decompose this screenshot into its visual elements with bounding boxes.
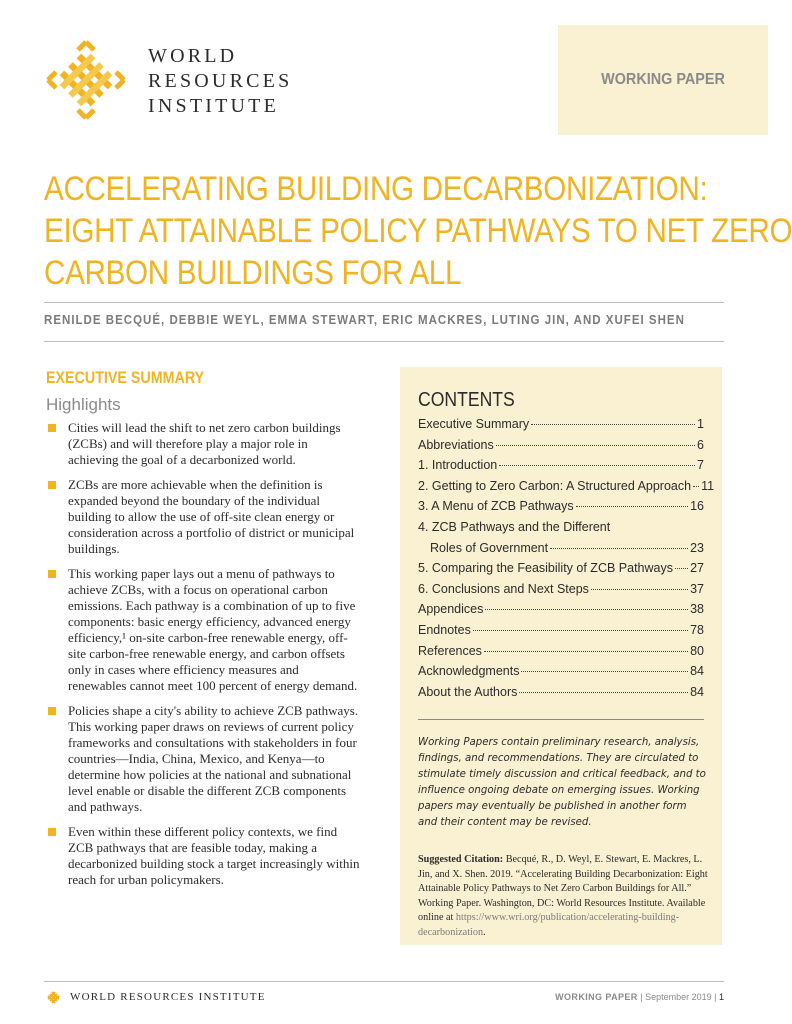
toc-entry-title: 5. Comparing the Feasibility of ZCB Pathways <box>418 561 673 576</box>
title-line: CARBON BUILDINGS FOR ALL <box>44 254 462 292</box>
toc-entry-title: 4. ZCB Pathways and the Different <box>418 519 611 534</box>
toc-entry-page: 16 <box>690 499 704 514</box>
toc-entry-title: Roles of Government <box>430 540 549 555</box>
square-bullet-icon <box>48 828 56 836</box>
toc-entry-page: 80 <box>690 643 704 658</box>
square-bullet-icon <box>48 570 56 578</box>
toc-entry[interactable] <box>418 438 704 459</box>
panel-divider <box>418 719 704 720</box>
toc-entry[interactable] <box>418 561 704 582</box>
toc-leader-dots <box>521 671 688 672</box>
toc-entry[interactable] <box>418 664 704 685</box>
toc-entry-title: Endnotes <box>418 622 471 637</box>
working-paper-disclaimer: Working Papers contain preliminary research, analysis, findings, and recommendations. They are circulated to stimulate timely discussion and critical feedback, and to influence ongoing debate on emerging issues. Working papers may eventually be published in another form and their content may be revised. <box>418 737 706 828</box>
toc-leader-dots <box>531 424 695 425</box>
toc-leader-dots <box>496 445 695 446</box>
contents-panel <box>400 367 722 945</box>
highlight-text: Policies shape a city's ability to achieve ZCB pathways. This working paper draws on reviews of current policy frameworks and consultations with stakeholders in four countries—India, China, Mexico, and Kenya—to determine how policies at the national and subnational level enable or disable the different ZCB components and pathways. <box>68 703 359 814</box>
toc-entry[interactable] <box>418 478 715 500</box>
toc-entry-page: 11 <box>701 478 715 493</box>
citation-text: Becqué, R., D. Weyl, E. Stewart, E. Mackres, L. Jin, and X. Shen. 2019. “Accelerating Building Decarbonization: Eight Attainable Policy Pathways to Net Zero Carbon Buildings for All.” Working Paper. Washington, DC: World Resources Institute. Available online at <box>418 854 708 923</box>
toc-leader-dots <box>576 506 688 507</box>
toc-leader-dots <box>675 568 688 569</box>
toc-entry-page: 84 <box>690 664 704 679</box>
square-bullet-icon <box>48 707 56 715</box>
footer-doc-type: WORKING PAPER <box>555 992 638 1002</box>
highlight-text: Even within these different policy contexts, we find ZCB pathways that are feasible today, making a decarbonized building stock a target increasingly within reach for urban policymakers. <box>68 824 360 887</box>
toc-entry-page: 84 <box>690 684 704 699</box>
toc-entry-page: 37 <box>690 581 704 596</box>
title-line: ACCELERATING BUILDING DECARBONIZATION: <box>44 170 708 208</box>
square-bullet-icon <box>48 424 56 432</box>
toc-entry[interactable] <box>418 644 704 665</box>
toc-entry-title: 1. Introduction <box>418 458 498 473</box>
wri-knot-icon <box>44 38 128 122</box>
toc-leader-dots <box>485 609 688 610</box>
footer-org-name: WORLD RESOURCES INSTITUTE <box>70 991 266 1003</box>
authors: RENILDE BECQUÉ, DEBBIE WEYL, EMMA STEWART, ERIC MACKRES, LUTING JIN, AND XUFEI SHEN <box>44 313 685 327</box>
toc-entry-title: References <box>418 643 482 658</box>
toc-entry[interactable] <box>418 541 704 562</box>
footer-separator: | <box>714 992 717 1002</box>
list-item <box>46 703 360 815</box>
executive-summary-heading: EXECUTIVE SUMMARY <box>46 368 205 387</box>
table-of-contents <box>418 417 715 705</box>
toc-entry[interactable] <box>418 623 704 644</box>
citation-end: . <box>483 926 486 938</box>
toc-entry-title: 3. A Menu of ZCB Pathways <box>418 499 574 514</box>
toc-leader-dots <box>484 651 688 652</box>
toc-entry-page: 1 <box>697 417 704 431</box>
suggested-citation <box>418 853 708 940</box>
citation-link[interactable]: https://www.wri.org/publication/accelerating-building-decarbonization <box>418 912 680 938</box>
list-item <box>46 566 360 694</box>
list-item <box>46 824 360 888</box>
highlights-list <box>46 420 360 897</box>
highlight-text: ZCBs are more achievable when the definition is expanded beyond the boundary of the individual building to allow the use of off-site clean energy or consideration across a portfolio of district or municipal buildings. <box>68 477 355 556</box>
page-title <box>44 168 792 294</box>
toc-leader-dots <box>499 465 695 466</box>
contents-heading: CONTENTS <box>418 389 515 411</box>
footer-separator: | <box>640 992 643 1002</box>
citation-lead: Suggested Citation: <box>418 854 504 865</box>
toc-entry[interactable] <box>418 685 704 706</box>
toc-entry-title: Appendices <box>418 602 484 617</box>
org-name-line: INSTITUTE <box>148 95 279 117</box>
org-name <box>148 44 292 119</box>
toc-entry-title: 2. Getting to Zero Carbon: A Structured Approach <box>418 478 692 493</box>
doc-type-banner <box>558 25 768 135</box>
footer-date: September 2019 <box>645 992 712 1002</box>
title-line: EIGHT ATTAINABLE POLICY PATHWAYS TO NET ZERO <box>44 212 792 250</box>
toc-entry-title: Acknowledgments <box>418 664 520 679</box>
list-item <box>46 420 360 468</box>
title-divider <box>44 302 724 303</box>
toc-leader-dots <box>693 486 699 487</box>
toc-entry[interactable] <box>418 458 704 479</box>
org-name-line: WORLD <box>148 45 238 67</box>
toc-entry-title: 6. Conclusions and Next Steps <box>418 581 589 596</box>
toc-leader-dots <box>473 630 688 631</box>
toc-entry[interactable] <box>418 417 704 438</box>
toc-entry[interactable] <box>418 499 704 520</box>
toc-entry[interactable] <box>418 582 704 603</box>
page-number: 1 <box>718 992 724 1002</box>
highlights-heading: Highlights <box>46 395 121 414</box>
highlight-text: This working paper lays out a menu of pathways to achieve ZCBs, with a focus on operational carbon emissions. Each pathway is a combination of up to five components: basic energy efficiency, advanced energy efficiency,¹ on-site carbon-free renewable energy, off-site carbon-free renewable energy, and carbon offsets only in cases where efficiency measures and renewables cannot meet 100 percent of energy demand. <box>68 566 358 693</box>
toc-leader-dots <box>591 589 688 590</box>
wri-knot-icon <box>44 988 63 1007</box>
toc-leader-dots <box>550 548 688 549</box>
org-name-line: RESOURCES <box>148 70 293 92</box>
doc-type-label: WORKING PAPER <box>601 71 725 88</box>
toc-entry-page: 7 <box>697 458 704 473</box>
footer-meta <box>555 992 724 1002</box>
authors-divider <box>44 341 724 342</box>
toc-entry-page: 27 <box>690 561 704 576</box>
highlight-text: Cities will lead the shift to net zero carbon buildings (ZCBs) and will therefore play a major role in achieving the goal of a decarbonized world. <box>68 420 341 467</box>
toc-entry-page: 38 <box>690 602 704 617</box>
square-bullet-icon <box>48 481 56 489</box>
toc-leader-dots <box>519 692 688 693</box>
toc-entry-page: 23 <box>690 540 704 555</box>
toc-entry-title: Abbreviations <box>418 437 494 452</box>
list-item <box>46 477 360 557</box>
toc-entry-title: About the Authors <box>418 684 518 699</box>
toc-entry-page: 78 <box>690 622 704 637</box>
toc-entry[interactable] <box>418 602 704 623</box>
toc-entry-page: 6 <box>697 437 704 452</box>
toc-entry-title: Executive Summary <box>418 417 530 431</box>
footer-divider <box>44 981 724 982</box>
toc-entry[interactable] <box>418 520 704 541</box>
